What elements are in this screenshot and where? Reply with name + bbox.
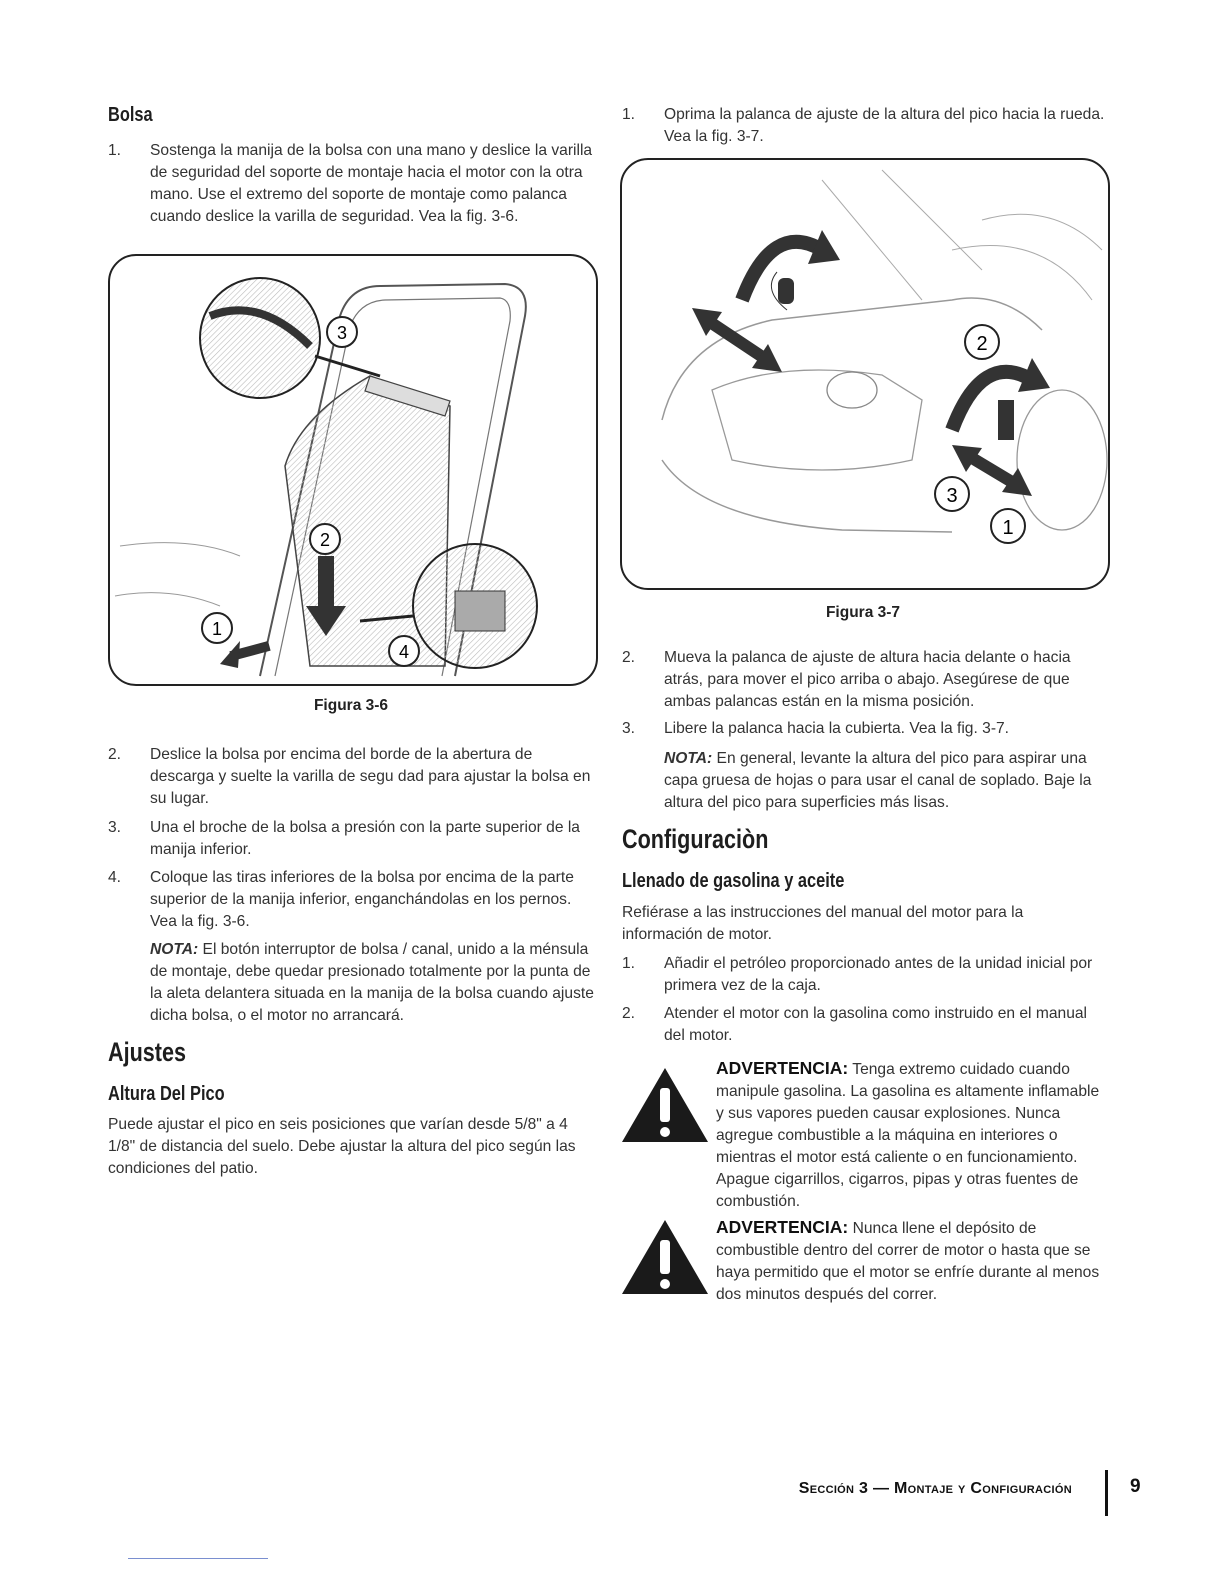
- note-label: NOTA:: [150, 941, 199, 958]
- callout-4: [389, 636, 419, 666]
- bolsa-note: [150, 939, 598, 1027]
- svg-text:1: 1: [211, 619, 223, 639]
- footer-divider: [1105, 1470, 1108, 1516]
- figure-3-7-illustration: [622, 160, 1108, 588]
- step-text: Sostenga la manija de la bolsa con una mano y deslice la varilla de seguridad del soporte de montaje hacia el motor con la otra mano. Use el extremo del soporte de montaje como palanca cuando deslice la varilla de seguridad. Vea la fig. 3-6.: [150, 142, 593, 225]
- bolsa-step-1: [108, 140, 598, 250]
- llenado-heading: Llenado de gasolina y aceite: [622, 870, 845, 892]
- svg-text:1: 1: [1002, 517, 1014, 539]
- note-text: En general, levante la altura del pico para aspirar una capa gruesa de hojas o para usar el canal de soplado. Baje la altura del pico para superficies más lisas.: [664, 750, 1092, 811]
- pico-note: [664, 748, 1104, 814]
- callout-3: [935, 477, 969, 511]
- configuracion-heading: Configuraciòn: [622, 824, 769, 854]
- bolsa-heading: Bolsa: [108, 104, 153, 126]
- step-text: Atender el motor con la gasolina como instruido en el manual del motor.: [664, 1005, 1088, 1044]
- step-text: Coloque las tiras inferiores de la bolsa por encima de la parte superior de la manija inferior, enganchándolas en los pernos. Vea la fig. 3-6.: [150, 869, 574, 930]
- figure-3-6-caption: Figura 3-6: [313, 697, 389, 714]
- callout-1: [202, 613, 232, 643]
- figure-3-6: [108, 254, 598, 686]
- figure-3-6-illustration: [110, 256, 596, 684]
- ajustes-heading: Ajustes: [108, 1037, 187, 1067]
- bolsa-step-2: [108, 744, 598, 810]
- svg-text:3: 3: [946, 485, 958, 507]
- note-label: NOTA:: [664, 750, 713, 767]
- step-number: 3.: [622, 720, 636, 737]
- figure-3-7: [620, 158, 1110, 590]
- step-number: 1.: [108, 142, 122, 159]
- warning-1-title: ADVERTENCIA:: [716, 1058, 849, 1078]
- footer-rule: [128, 1558, 268, 1559]
- note-text: El botón interruptor de bolsa / canal, unido a la ménsula de montaje, debe quedar presionado totalmente por la punta de la aleta delantera situada en la manija de la bolsa cuando ajuste dicha bolsa, o el motor no arrancará.: [150, 941, 594, 1024]
- llenado-paragraph: Refiérase a las instrucciones del manual del motor para la información de motor.: [622, 904, 1024, 943]
- step-number: 1.: [622, 106, 636, 123]
- warning-2-title: ADVERTENCIA:: [716, 1217, 849, 1237]
- pico-step-3: [622, 718, 1112, 740]
- altura-paragraph: Puede ajustar el pico en seis posiciones que varían desde 5/8" a 4 1/8" de distancia del suelo. Debe ajustar la altura del pico según las condiciones del patio.: [108, 1116, 576, 1177]
- svg-text:4: 4: [398, 642, 410, 662]
- step-number: 1.: [622, 955, 636, 972]
- step-number: 2.: [108, 746, 122, 763]
- warning-triangle-icon: [620, 1218, 710, 1296]
- step-text: Mueva la palanca de ajuste de altura hacia delante o hacia atrás, para mover el pico arriba o abajo. Asegúrese de que ambas palancas están en la misma posición.: [664, 649, 1071, 710]
- svg-text:3: 3: [336, 323, 348, 343]
- footer-section-title: Sección 3 — Montaje y Configuración: [798, 1480, 1072, 1497]
- step-number: 2.: [622, 1005, 636, 1022]
- bolsa-step-3: [108, 817, 598, 861]
- step-text: Oprima la palanca de ajuste de la altura del pico hacia la rueda. Vea la fig. 3-7.: [664, 106, 1105, 145]
- step-number: 3.: [108, 819, 122, 836]
- pico-step-2: [622, 647, 1112, 713]
- warning-triangle-icon: [620, 1066, 710, 1144]
- altura-heading: Altura Del Pico: [108, 1083, 225, 1105]
- llenado-step-2: [622, 1003, 1112, 1047]
- page-number: 9: [1130, 1476, 1141, 1497]
- step-text: Una el broche de la bolsa a presión con la parte superior de la manija inferior.: [150, 819, 580, 858]
- callout-1: [991, 509, 1025, 543]
- step-number: 4.: [108, 869, 122, 886]
- warning-1: [716, 1057, 1108, 1213]
- svg-text:2: 2: [976, 333, 988, 355]
- pico-step-1: [622, 104, 1112, 148]
- callout-2: [310, 524, 340, 554]
- svg-text:2: 2: [319, 530, 331, 550]
- callout-2: [965, 325, 999, 359]
- llenado-step-1: [622, 953, 1112, 997]
- step-number: 2.: [622, 649, 636, 666]
- warning-1-text: Tenga extremo cuidado cuando manipule gasolina. La gasolina es altamente inflamable y sus vapores pueden causar explosiones. Nunca agregue combustible a la máquina en interiores o mientras el motor está caliente o en funcionamiento. Apague cigarrillos, cigarros, pipas y otras fuentes de combustión.: [716, 1061, 1100, 1210]
- warning-2: [716, 1216, 1108, 1306]
- callout-3: [327, 317, 357, 347]
- figure-3-7-caption: Figura 3-7: [825, 604, 901, 621]
- step-text: Añadir el petróleo proporcionado antes de la unidad inicial por primera vez de la caja.: [664, 955, 1093, 994]
- step-text: Libere la palanca hacia la cubierta. Vea la fig. 3-7.: [664, 720, 1010, 737]
- bolsa-step-4: [108, 867, 598, 933]
- warning-2-text: Nunca llene el depósito de combustible dentro del correr de motor o hasta que se haya permitido que el motor se enfríe durante al menos dos minutos después del correr.: [716, 1220, 1100, 1303]
- step-text: Deslice la bolsa por encima del borde de la abertura de descarga y suelte la varilla de segu dad para ajustar la bolsa en su lugar.: [150, 746, 591, 807]
